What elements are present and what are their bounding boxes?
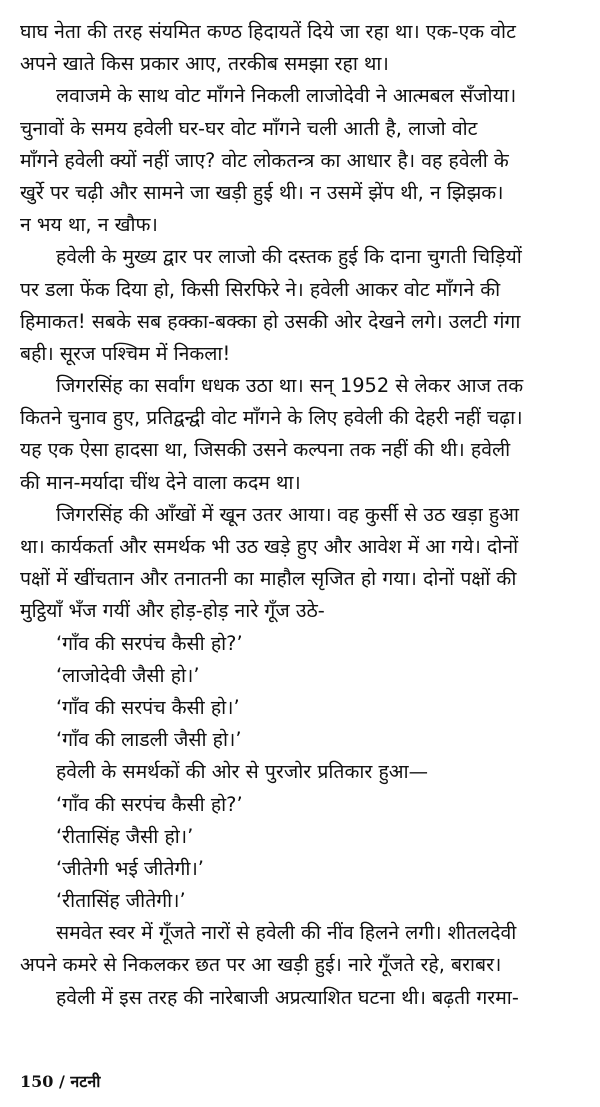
text-line: अपने खाते किस प्रकार आए, तरकीब समझा रहा था। <box>20 52 389 76</box>
body-text <box>20 16 590 1014</box>
slogan-line: ‘गाँव की लाडली जैसी हो।’ <box>56 728 242 752</box>
slogan-line: ‘गाँव की सरपंच कैसी हो।’ <box>56 695 240 719</box>
text-line: यह एक ऐसा हादसा था, जिसकी उसने कल्पना तक नहीं की थी। हवेली <box>20 438 511 462</box>
text-line: हवेली में इस तरह की नारेबाजी अप्रत्याशित घटना थी। बढ़ती गरमा- <box>56 985 519 1009</box>
text-line: हिमाकत! सबके सब हक्का-बक्का हो उसकी ओर देखने लगे। उलटी गंगा <box>20 309 521 333</box>
text-line: पक्षों में खींचतान और तनातनी का माहौल सृजित हो गया। दोनों पक्षों की <box>20 567 517 591</box>
text-line: समवेत स्वर में गूँजते नारों से हवेली की नींव हिलने लगी। शीतलदेवी <box>56 921 517 945</box>
text-line: अपने कमरे से निकलकर छत पर आ खड़ी हुई। नारे गूँजते रहे, बराबर। <box>20 953 502 977</box>
text-line: मुट्ठियाँ भँज गयीं और होड़-होड़ नारे गूँज उठे- <box>20 599 325 623</box>
text-line: की मान-मर्यादा चींथ देने वाला कदम था। <box>20 470 301 494</box>
slogan-line: ‘रीतासिंह जीतेगी।’ <box>56 889 186 913</box>
text-line: हवेली के मुख्य द्वार पर लाजो की दस्तक हुई कि दाना चुगती चिड़ियों <box>56 245 522 269</box>
slogan-line: ‘लाजोदेवी जैसी हो।’ <box>56 663 200 687</box>
text-line: था। कार्यकर्ता और समर्थक भी उठ खड़े हुए और आवेश में आ गये। दोनों <box>20 535 519 558</box>
text-line: माँगने हवेली क्यों नहीं जाए? वोट लोकतन्त्र का आधार है। वह हवेली के <box>20 148 509 172</box>
text-line: पर डला फेंक दिया हो, किसी सिरफिरे ने। हवेली आकर वोट माँगने की <box>20 277 501 301</box>
text-line: बही। सूरज पश्चिम में निकला! <box>20 341 231 365</box>
slogan-line: ‘जीतेगी भई जीतेगी।’ <box>56 856 204 880</box>
text-line: जिगरसिंह का सर्वांग धधक उठा था। सन् 1952 से लेकर आज तक <box>56 374 524 398</box>
text-line: जिगरसिंह की आँखों में खून उतर आया। वह कुर्सी से उठ खड़ा हुआ <box>56 502 519 526</box>
slogan-line: ‘रीतासिंह जैसी हो।’ <box>56 824 194 848</box>
text-line: हवेली के समर्थकों की ओर से पुरजोर प्रतिकार हुआ— <box>56 760 428 784</box>
text-line: लवाजमे के साथ वोट माँगने निकली लाजोदेवी ने आत्मबल सँजोया। <box>56 84 517 108</box>
text-line: घाघ नेता की तरह संयमित कण्ठ हिदायतें दिये जा रहा था। एक-एक वोट <box>20 20 516 43</box>
text-line: न भय था, न खौफ। <box>20 213 158 237</box>
text-line: खुर्रे पर चढ़ी और सामने जा खड़ी हुई थी। न उसमें झेंप थी, न झिझक। <box>20 180 504 204</box>
page-footer: 150 / नटनी <box>20 1072 101 1091</box>
slogan-line: ‘गाँव की सरपंच कैसी हो?’ <box>56 631 243 655</box>
text-line: कितने चुनाव हुए, प्रतिद्वन्द्वी वोट माँगने के लिए हवेली की देहरी नहीं चढ़ा। <box>20 406 523 430</box>
slogan-line: ‘गाँव की सरपंच कैसी हो?’ <box>56 792 243 816</box>
text-line: चुनावों के समय हवेली घर-घर वोट माँगने चली आती है, लाजो वोट <box>20 116 478 140</box>
